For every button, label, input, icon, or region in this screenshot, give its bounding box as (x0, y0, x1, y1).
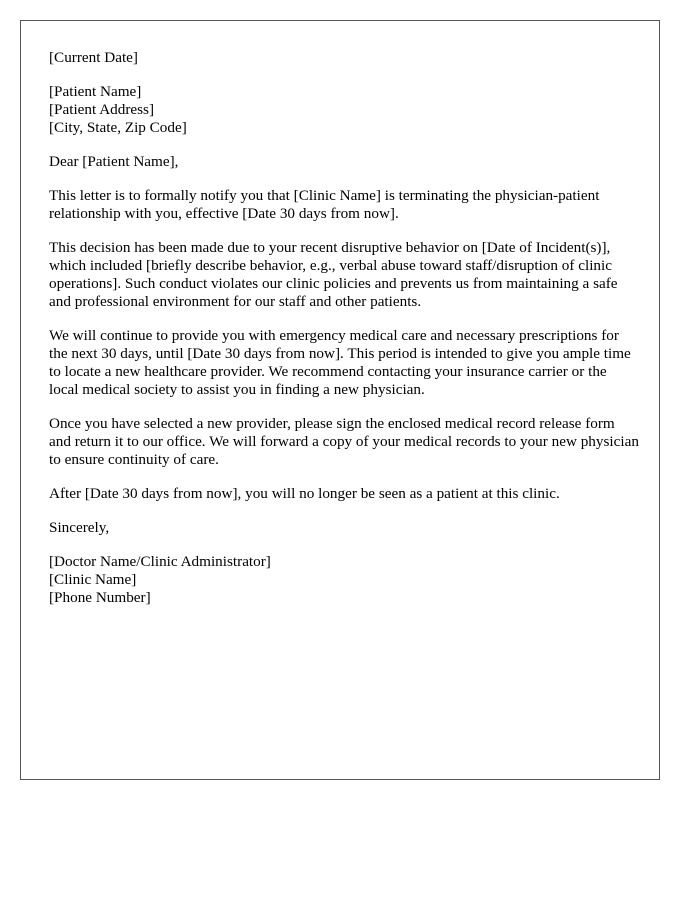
paragraph-records-transfer: Once you have selected a new provider, please sign the enclosed medical record release form and return it to our office. We will forward a copy of your medical records to your new physician to ensure continuity of care. (49, 415, 639, 468)
signature-phone: [Phone Number] (49, 589, 151, 606)
paragraph-final-notice: After [Date 30 days from now], you will no longer be seen as a patient at this clinic. (49, 485, 560, 502)
paragraph-termination-notice: This letter is to formally notify you that [Clinic Name] is terminating the physician-patient relationship with you, effective [Date 30 days from now]. (49, 187, 600, 222)
letter-page (20, 20, 660, 780)
recipient-name: [Patient Name] (49, 83, 142, 100)
recipient-address: [Patient Address] (49, 101, 155, 118)
letter-body (49, 49, 639, 623)
paragraph-continuing-care: We will continue to provide you with emergency medical care and necessary prescriptions for the next 30 days, until [Date 30 days from now]. This period is intended to give you ample time to locate a new healthcare provider. We recommend contacting your insurance carrier or the local medical society to assist you in finding a new physician. (49, 327, 631, 398)
date-text: [Current Date] (49, 49, 138, 66)
letter-date (49, 49, 639, 67)
salutation: Dear [Patient Name], (49, 153, 179, 170)
signature-name: [Doctor Name/Clinic Administrator] (49, 553, 271, 570)
signature-block (49, 553, 639, 607)
recipient-city-state-zip: [City, State, Zip Code] (49, 119, 187, 136)
signature-clinic: [Clinic Name] (49, 571, 137, 588)
closing: Sincerely, (49, 519, 110, 536)
paragraph-reason: This decision has been made due to your recent disruptive behavior on [Date of Incident(s)], which included [briefly describe behavior, e.g., verbal abuse toward staff/disruption of clinic operations]. Such conduct violates our clinic policies and prevents us from maintaining a safe and professional environment for our staff and other patients. (49, 239, 618, 310)
recipient-address-block (49, 83, 639, 137)
